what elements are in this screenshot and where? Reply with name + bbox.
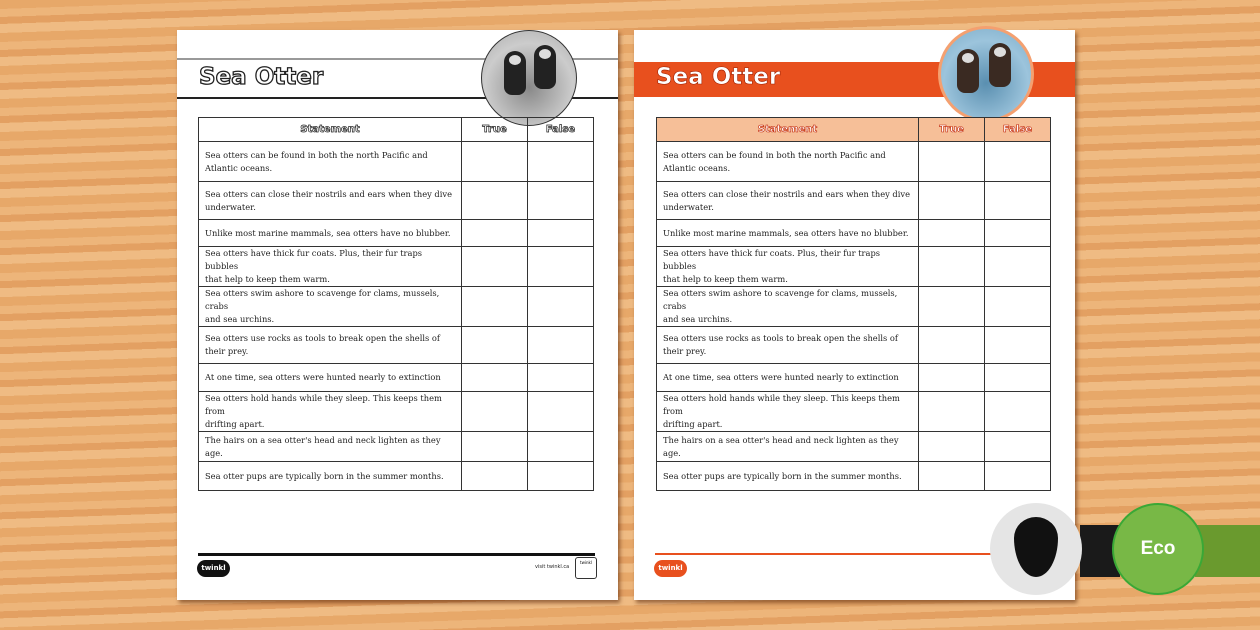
- true-checkbox-cell[interactable]: [462, 432, 528, 462]
- statement-cell: [199, 220, 462, 247]
- sea-otter-photo: [481, 30, 577, 126]
- statement-line: and sea urchins.: [663, 314, 733, 324]
- statement-cell: [199, 182, 462, 220]
- false-header: False: [528, 118, 594, 142]
- false-checkbox-cell[interactable]: [528, 182, 594, 220]
- statement-cell: [199, 432, 462, 462]
- true-checkbox-cell[interactable]: [919, 220, 985, 247]
- true-checkbox-cell[interactable]: [919, 287, 985, 327]
- statement-cell: [199, 287, 462, 327]
- statement-line: Sea otters swim ashore to scavenge for clams, mussels, crabs: [663, 288, 898, 311]
- statement-line: Sea otter pups are typically born in the summer months.: [205, 470, 444, 481]
- false-checkbox-cell[interactable]: [985, 287, 1051, 327]
- true-header: True: [462, 118, 528, 142]
- sea-otter-photo: [938, 26, 1034, 122]
- false-checkbox-cell[interactable]: [985, 327, 1051, 364]
- false-checkbox-cell[interactable]: [985, 247, 1051, 287]
- statement-line: and sea urchins.: [205, 314, 275, 324]
- false-checkbox-cell[interactable]: [528, 220, 594, 247]
- statement-line: Sea otters can be found in both the north Pacific and: [205, 149, 428, 160]
- true-checkbox-cell[interactable]: [462, 142, 528, 182]
- statement-cell: [657, 327, 919, 364]
- eco-badge-icon: Eco: [1112, 503, 1204, 595]
- statement-line: Sea otters have thick fur coats. Plus, their fur traps bubbles: [663, 248, 881, 271]
- table-row: [199, 364, 594, 392]
- statement-cell: [657, 432, 919, 462]
- statement-cell: [199, 392, 462, 432]
- true-false-table: [198, 117, 594, 491]
- statement-line: their prey.: [663, 346, 707, 356]
- false-checkbox-cell[interactable]: [985, 142, 1051, 182]
- table-row: [657, 462, 1051, 491]
- statement-cell: [199, 247, 462, 287]
- statement-line: drifting apart.: [663, 419, 723, 429]
- statement-cell: [199, 462, 462, 491]
- statement-header: Statement: [657, 118, 919, 142]
- table-row: [199, 462, 594, 491]
- table-row: [199, 392, 594, 432]
- divider: [198, 553, 595, 556]
- statement-line: that help to keep them warm.: [205, 274, 330, 284]
- statement-line: Sea otters can be found in both the north Pacific and: [663, 149, 886, 160]
- table-row: [657, 220, 1051, 247]
- table-row: [199, 220, 594, 247]
- statement-line: Sea otters hold hands while they sleep. This keeps them from: [663, 393, 900, 416]
- true-false-table: [656, 117, 1051, 491]
- page-title: Sea Otter: [656, 64, 781, 90]
- true-checkbox-cell[interactable]: [919, 392, 985, 432]
- false-checkbox-cell[interactable]: [985, 220, 1051, 247]
- true-checkbox-cell[interactable]: [462, 327, 528, 364]
- table-header-row: [657, 118, 1051, 142]
- statement-line: Sea otters swim ashore to scavenge for clams, mussels, crabs: [205, 288, 440, 311]
- false-checkbox-cell[interactable]: [528, 432, 594, 462]
- false-checkbox-cell[interactable]: [985, 182, 1051, 220]
- table-row: [199, 182, 594, 220]
- statement-line: At one time, sea otters were hunted nearly to extinction: [205, 372, 441, 382]
- statement-cell: [657, 287, 919, 327]
- statement-cell: [199, 327, 462, 364]
- false-checkbox-cell[interactable]: [528, 142, 594, 182]
- true-checkbox-cell[interactable]: [919, 247, 985, 287]
- statement-line: underwater.: [663, 201, 714, 212]
- statement-line: Sea otters can close their nostrils and ears when they dive: [663, 188, 910, 199]
- twinkl-logo: twinkl: [197, 560, 230, 577]
- false-checkbox-cell[interactable]: [528, 364, 594, 392]
- table-row: [199, 432, 594, 462]
- statement-cell: [657, 182, 919, 220]
- false-checkbox-cell[interactable]: [528, 287, 594, 327]
- true-checkbox-cell[interactable]: [919, 462, 985, 491]
- table-row: [657, 182, 1051, 220]
- true-checkbox-cell[interactable]: [919, 364, 985, 392]
- false-checkbox-cell[interactable]: [985, 392, 1051, 432]
- true-checkbox-cell[interactable]: [462, 287, 528, 327]
- false-checkbox-cell[interactable]: [528, 327, 594, 364]
- true-checkbox-cell[interactable]: [919, 327, 985, 364]
- false-checkbox-cell[interactable]: [528, 462, 594, 491]
- statement-line: Unlike most marine mammals, sea otters have no blubber.: [205, 227, 451, 238]
- statement-header: Statement: [199, 118, 462, 142]
- true-checkbox-cell[interactable]: [462, 247, 528, 287]
- true-header: True: [919, 118, 985, 142]
- false-checkbox-cell[interactable]: [528, 247, 594, 287]
- statement-line: Unlike most marine mammals, sea otters have no blubber.: [663, 227, 909, 238]
- statement-line: Sea otters use rocks as tools to break open the shells of: [205, 333, 440, 343]
- table-row: [657, 247, 1051, 287]
- true-checkbox-cell[interactable]: [462, 364, 528, 392]
- table-row: [657, 287, 1051, 327]
- table-row: [657, 392, 1051, 432]
- statement-line: Sea otters have thick fur coats. Plus, their fur traps bubbles: [205, 248, 423, 271]
- false-checkbox-cell[interactable]: [528, 392, 594, 432]
- false-header: False: [985, 118, 1051, 142]
- true-checkbox-cell[interactable]: [462, 220, 528, 247]
- statement-line: Atlantic oceans.: [663, 162, 731, 173]
- statement-line: The hairs on a sea otter's head and neck lighten as they age.: [205, 434, 441, 458]
- eco-bar: [1195, 525, 1260, 577]
- true-checkbox-cell[interactable]: [462, 462, 528, 491]
- statement-line: Sea otter pups are typically born in the summer months.: [663, 470, 902, 481]
- table-row: [657, 327, 1051, 364]
- true-checkbox-cell[interactable]: [462, 182, 528, 220]
- statement-cell: [657, 392, 919, 432]
- false-checkbox-cell[interactable]: [985, 462, 1051, 491]
- table-row: [657, 142, 1051, 182]
- statement-cell: [199, 364, 462, 392]
- statement-line: underwater.: [205, 201, 256, 212]
- true-checkbox-cell[interactable]: [919, 182, 985, 220]
- statement-line: At one time, sea otters were hunted nearly to extinction: [663, 372, 899, 382]
- true-checkbox-cell[interactable]: [462, 392, 528, 432]
- statement-line: Sea otters use rocks as tools to break open the shells of: [663, 333, 898, 343]
- statement-cell: [657, 364, 919, 392]
- statement-line: Atlantic oceans.: [205, 162, 273, 173]
- worksheet-black-white: [177, 30, 618, 600]
- statement-cell: [657, 247, 919, 287]
- ink-drop-icon: [990, 503, 1082, 595]
- statement-cell: [199, 142, 462, 182]
- false-checkbox-cell[interactable]: [985, 432, 1051, 462]
- false-checkbox-cell[interactable]: [985, 364, 1051, 392]
- statement-cell: [657, 462, 919, 491]
- table-row: [657, 364, 1051, 392]
- page-title: Sea Otter: [199, 64, 324, 90]
- true-checkbox-cell[interactable]: [919, 142, 985, 182]
- statement-line: their prey.: [205, 346, 249, 356]
- statement-line: Sea otters hold hands while they sleep. This keeps them from: [205, 393, 442, 416]
- twinkl-badge: twinkl: [575, 557, 597, 579]
- twinkl-logo: twinkl: [654, 560, 687, 577]
- table-row: [199, 327, 594, 364]
- statement-line: drifting apart.: [205, 419, 265, 429]
- table-row: [657, 432, 1051, 462]
- table-row: [199, 287, 594, 327]
- table-header-row: [199, 118, 594, 142]
- statement-line: that help to keep them warm.: [663, 274, 788, 284]
- true-checkbox-cell[interactable]: [919, 432, 985, 462]
- visit-link: visit twinkl.ca: [535, 564, 570, 570]
- statement-cell: [657, 220, 919, 247]
- table-row: [199, 142, 594, 182]
- statement-cell: [657, 142, 919, 182]
- statement-line: Sea otters can close their nostrils and ears when they dive: [205, 188, 452, 199]
- statement-line: The hairs on a sea otter's head and neck lighten as they age.: [663, 434, 899, 458]
- table-row: [199, 247, 594, 287]
